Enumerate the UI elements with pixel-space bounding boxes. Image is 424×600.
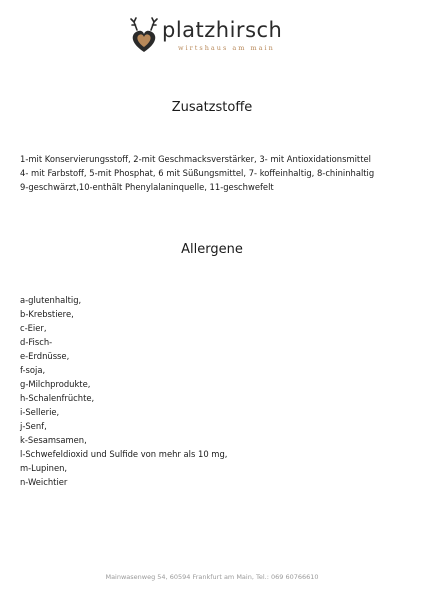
logo-name: platzhirsch — [162, 18, 283, 42]
allergen-item: g-Milchprodukte, — [20, 379, 91, 389]
allergen-item: n-Weichtier — [20, 477, 68, 487]
logo — [128, 16, 300, 56]
zusatzstoffe-heading: Zusatzstoffe — [171, 100, 253, 115]
stag-heart-icon — [128, 16, 160, 56]
allergen-item: e-Erdnüsse, — [20, 351, 70, 361]
allergen-item: d-Fisch- — [20, 337, 53, 347]
allergen-item: k-Sesamsamen, — [20, 435, 87, 445]
logo-tagline: wirtshaus am main — [178, 44, 275, 52]
allergen-item: f-soja, — [20, 365, 46, 375]
allergen-item: j-Senf, — [20, 421, 47, 431]
allergen-item: h-Schalenfrüchte, — [20, 393, 95, 403]
zusatzstoffe-list — [20, 152, 412, 194]
allergen-item: a-glutenhaltig, — [20, 295, 82, 305]
allergene-heading: Allergene — [181, 242, 243, 257]
zusatzstoffe-line: 4- mit Farbstoff, 5-mit Phosphat, 6 mit Süßungsmittel, 7- koffeinhaltig, 8-chininhaltig — [20, 168, 375, 178]
footer-address: Mainwasenweg 54, 60594 Frankfurt am Main, Tel.: 069 60766610 — [105, 573, 319, 581]
allergen-item: i-Sellerie, — [20, 407, 60, 417]
allergen-item: m-Lupinen, — [20, 463, 68, 473]
zusatzstoffe-line: 1-mit Konservierungsstoff, 2-mit Geschmacksverstärker, 3- mit Antioxidationsmittel — [20, 154, 371, 164]
allergene-list — [20, 293, 412, 489]
zusatzstoffe-line: 9-geschwärzt,10-enthält Phenylalaninquelle, 11-geschwefelt — [20, 182, 274, 192]
allergen-item: c-Eier, — [20, 323, 47, 333]
allergen-item: l-Schwefeldioxid und Sulfide von mehr als 10 mg, — [20, 449, 228, 459]
allergen-item: b-Krebstiere, — [20, 309, 74, 319]
